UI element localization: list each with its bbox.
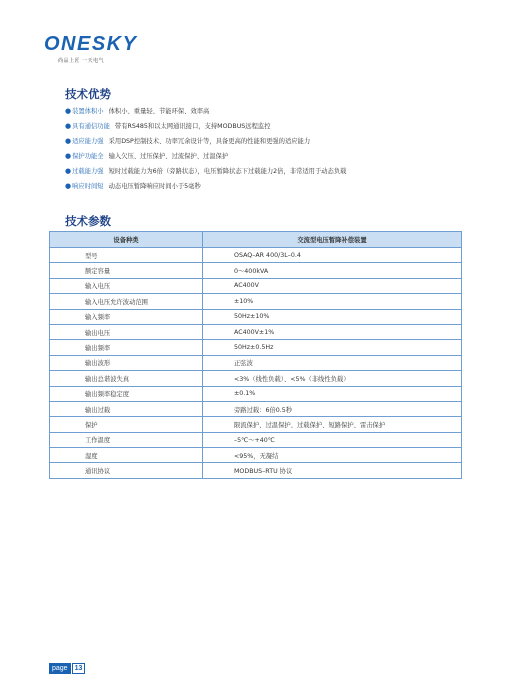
table-row bbox=[50, 324, 462, 339]
param-name: 通讯协议 bbox=[50, 463, 203, 478]
table-row bbox=[50, 263, 462, 278]
param-name: 输入电压 bbox=[50, 278, 203, 293]
table-row bbox=[50, 371, 462, 386]
param-name: 输出频率 bbox=[50, 340, 203, 355]
param-name: 湿度 bbox=[50, 448, 203, 463]
param-value: ±10% bbox=[203, 294, 462, 309]
param-value: 50Hz±0.5Hz bbox=[203, 340, 462, 355]
specs-table bbox=[49, 231, 462, 479]
advantage-item bbox=[65, 119, 346, 134]
param-value: OSAQ–AR 400/3L–0.4 bbox=[203, 248, 462, 263]
param-value: 限流保护、过温保护、过载保护、短路保护、雷击保护 bbox=[203, 417, 462, 432]
bullet-icon: ● bbox=[65, 137, 72, 145]
bullet-icon: ● bbox=[65, 152, 72, 160]
advantage-key: 具有通信功能 bbox=[72, 123, 110, 130]
param-name: 输出电压 bbox=[50, 324, 203, 339]
table-row bbox=[50, 401, 462, 416]
table-row bbox=[50, 278, 462, 293]
param-name: 额定容量 bbox=[50, 263, 203, 278]
advantage-text: 输入欠压、过压保护、过流保护、过温保护 bbox=[108, 153, 229, 160]
param-value: <95%，无凝结 bbox=[203, 448, 462, 463]
advantage-key: 保护功能全 bbox=[72, 153, 104, 160]
param-name: 输出总谐波失真 bbox=[50, 371, 203, 386]
table-row bbox=[50, 432, 462, 447]
param-value: MODBUS–RTU 协议 bbox=[203, 463, 462, 478]
table-header-row bbox=[50, 232, 462, 248]
param-value: 50Hz±10% bbox=[203, 309, 462, 324]
advantage-text: 动态电压暂降响应时间小于5毫秒 bbox=[108, 183, 201, 190]
advantages-title: 技术优势 bbox=[65, 87, 111, 101]
param-value: 旁路过载：6倍0.5秒 bbox=[203, 401, 462, 416]
logo-tagline: 尚品上匠 一天电气 bbox=[58, 58, 105, 64]
specs-title: 技术参数 bbox=[65, 214, 111, 228]
bullet-icon: ● bbox=[65, 122, 72, 130]
param-value: <3%（线性负载）、<5%（非线性负载） bbox=[203, 371, 462, 386]
param-value: ±0.1% bbox=[203, 386, 462, 401]
table-row bbox=[50, 463, 462, 478]
advantage-item bbox=[65, 134, 346, 149]
table-row bbox=[50, 309, 462, 324]
bullet-icon: ● bbox=[65, 182, 72, 190]
table-row bbox=[50, 448, 462, 463]
advantages-list bbox=[65, 104, 346, 194]
advantage-key: 响应时间短 bbox=[72, 183, 104, 190]
column-header: 设备种类 bbox=[50, 232, 203, 248]
table-row bbox=[50, 417, 462, 432]
table-row bbox=[50, 386, 462, 401]
page-label: page bbox=[49, 663, 71, 674]
advantage-text: 带有RS485和以太网通讯接口，支持MODBUS远程监控 bbox=[114, 123, 271, 130]
column-header: 交流型电压暂降补偿装置 bbox=[203, 232, 462, 248]
param-name: 保护 bbox=[50, 417, 203, 432]
company-logo bbox=[44, 34, 137, 64]
advantage-item bbox=[65, 164, 346, 179]
page-number: 13 bbox=[72, 663, 86, 674]
advantage-key: 过载能力强 bbox=[72, 168, 104, 175]
param-value: –5℃～+40℃ bbox=[203, 432, 462, 447]
param-name: 输出频率稳定度 bbox=[50, 386, 203, 401]
advantage-text: 采用DSP控制技术、功率冗余设计等，具备更高的性能和更强的适应能力 bbox=[108, 138, 311, 145]
table-row bbox=[50, 294, 462, 309]
bullet-icon: ● bbox=[65, 107, 72, 115]
logo-wordmark: ONESKY bbox=[44, 33, 138, 55]
advantage-key: 装置体积小 bbox=[72, 108, 104, 115]
param-name: 输出波形 bbox=[50, 355, 203, 370]
bullet-icon: ● bbox=[65, 167, 72, 175]
param-value: 正弦波 bbox=[203, 355, 462, 370]
page-marker bbox=[49, 663, 85, 674]
param-name: 工作温度 bbox=[50, 432, 203, 447]
param-name: 输出过载 bbox=[50, 401, 203, 416]
advantage-item bbox=[65, 179, 346, 194]
param-value: 0～400kVA bbox=[203, 263, 462, 278]
table-row bbox=[50, 355, 462, 370]
param-value: AC400V bbox=[203, 278, 462, 293]
advantage-key: 适应能力强 bbox=[72, 138, 104, 145]
advantage-item bbox=[65, 149, 346, 164]
param-name: 输入电压允许波动范围 bbox=[50, 294, 203, 309]
advantage-item bbox=[65, 104, 346, 119]
param-name: 输入频率 bbox=[50, 309, 203, 324]
param-value: AC400V±1% bbox=[203, 324, 462, 339]
table-row bbox=[50, 340, 462, 355]
table-row bbox=[50, 248, 462, 263]
advantage-text: 短时过载能力为6倍（旁路状态），电压暂降状态下过载能力2倍，非常适用于动态负载 bbox=[108, 168, 347, 175]
advantage-text: 体积小、重量轻、节能环保、效率高 bbox=[108, 108, 210, 115]
param-name: 型号 bbox=[50, 248, 203, 263]
